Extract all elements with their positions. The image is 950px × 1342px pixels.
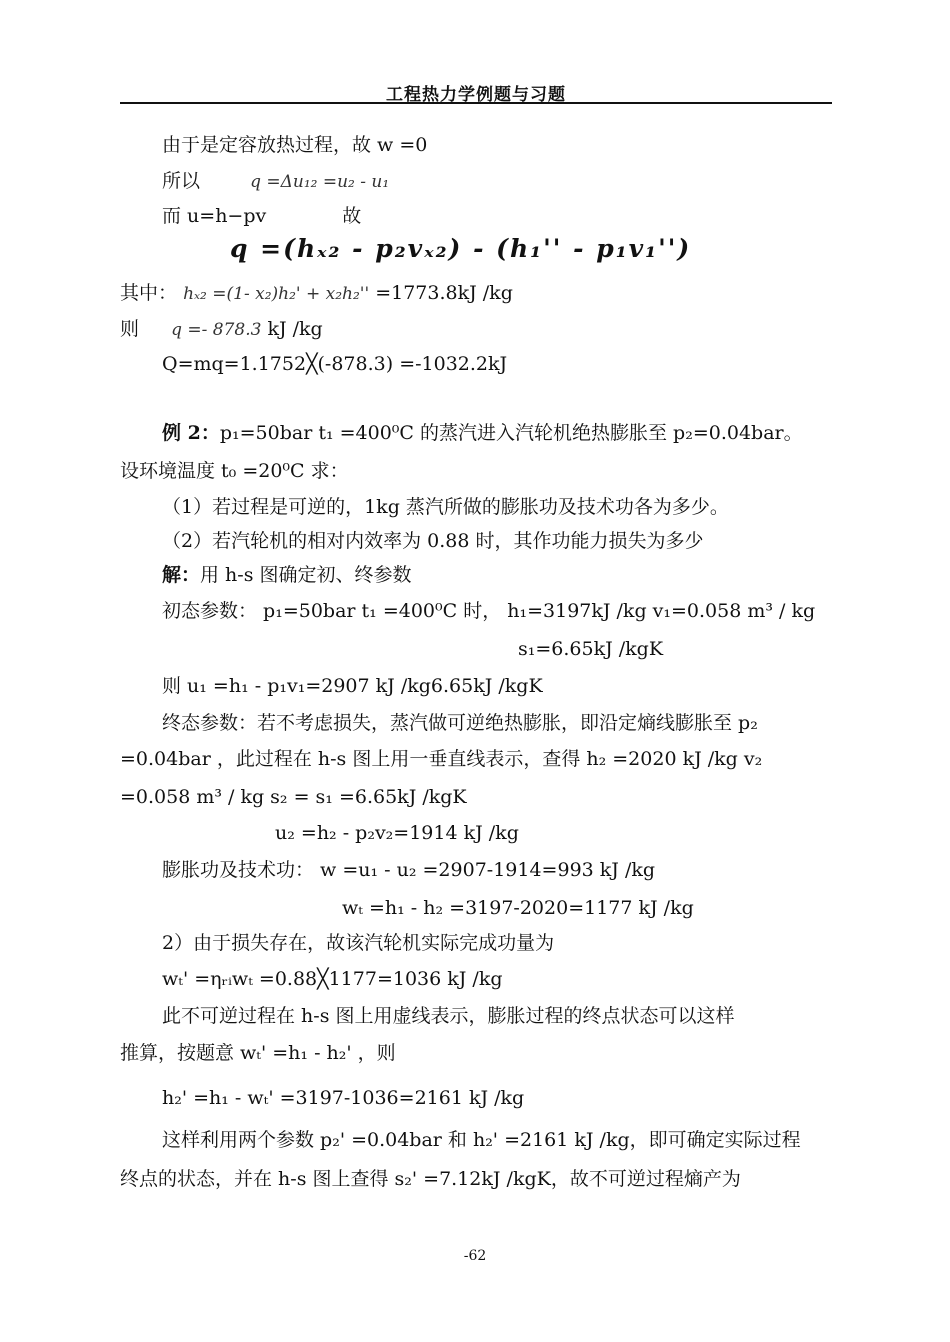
text-line: h₂' =h₁ - wₜ' =3197-1036=2161 kJ /kg — [162, 1087, 525, 1109]
text-line: Q=mq=1.1752╳(-878.3) =-1032.2kJ — [162, 353, 508, 375]
text-line: 此不可逆过程在 h-s 图上用虚线表示，膨胀过程的终点状态可以这样 — [162, 1005, 735, 1027]
line-label: 而 u=h−pv — [162, 205, 267, 227]
line-tail: kJ /kg — [267, 318, 323, 340]
example-label: 例 2： — [162, 422, 220, 444]
line-label: 所以 — [162, 170, 201, 192]
text-line — [162, 168, 389, 195]
math-expression: q =- 878.3 — [171, 320, 262, 340]
text-line: 初态参数： p₁=50bar t₁ =400⁰C 时， h₁=3197kJ /kg v₁=0.058 m³ / kg — [162, 600, 816, 622]
line-tail: 故 — [342, 205, 362, 227]
text-line: 终点的状态，并在 h-s 图上查得 s₂' =7.12kJ /kgK，故不可逆过程熵产为 — [120, 1168, 741, 1190]
header-rule — [120, 102, 832, 104]
math-expression: hₓ₂ =(1- x₂)h₂' + x₂h₂'' — [183, 284, 370, 304]
text-line: =0.058 m³ / kg s₂ = s₁ =6.65kJ /kgK — [120, 786, 467, 808]
main-equation: q =(hₓ₂ - p₂vₓ₂) - (h₁'' - p₁v₁'') — [230, 234, 692, 263]
text-line: （2）若汽轮机的相对内效率为 0.88 时，其作功能力损失为多少 — [162, 530, 704, 552]
page-header-title: 工程热力学例题与习题 — [386, 85, 566, 105]
text-line: wₜ' =ηᵣᵢwₜ =0.88╳1177=1036 kJ /kg — [162, 968, 503, 990]
text-line: （1）若过程是可逆的，1kg 蒸汽所做的膨胀功及技术功各为多少。 — [162, 496, 729, 518]
text-line: 则 u₁ =h₁ - p₁v₁=2907 kJ /kg6.65kJ /kgK — [162, 675, 543, 697]
text-line — [120, 316, 323, 343]
line-tail: =1773.8kJ /kg — [375, 282, 513, 304]
line-label: 则 — [120, 318, 140, 340]
text-line: =0.04bar ，此过程在 h-s 图上用一垂直线表示，查得 h₂ =2020 kJ /kg v₂ — [120, 748, 763, 770]
text-line — [162, 203, 361, 229]
math-expression: q =Δu₁₂ =u₂ - u₁ — [250, 172, 390, 192]
text-line: u₂ =h₂ - p₂v₂=1914 kJ /kg — [275, 822, 519, 844]
text-line: s₁=6.65kJ /kgK — [518, 638, 664, 660]
text-line: 推算，按题意 wₜ' =h₁ - h₂' ，则 — [120, 1042, 396, 1064]
example-statement: p₁=50bar t₁ =400⁰C 的蒸汽进入汽轮机绝热膨胀至 p₂=0.04bar。 — [219, 422, 803, 444]
text-line: wₜ =h₁ - h₂ =3197-2020=1177 kJ /kg — [342, 897, 694, 919]
text-line: 这样利用两个参数 p₂' =0.04bar 和 h₂' =2161 kJ /kg，即可确定实际过程 — [162, 1129, 801, 1151]
solution-label: 解： — [162, 564, 201, 586]
text-line — [120, 280, 513, 307]
line-label: 其中： — [120, 282, 178, 304]
solution-text: 用 h-s 图确定初、终参数 — [200, 564, 412, 586]
page-number: -62 — [463, 1248, 487, 1264]
text-line: 终态参数：若不考虑损失，蒸汽做可逆绝热膨胀，即沿定熵线膨胀至 p₂ — [162, 712, 758, 734]
text-line — [162, 420, 803, 446]
text-line: 膨胀功及技术功： w =u₁ - u₂ =2907-1914=993 kJ /kg — [162, 859, 656, 881]
text-line: 由于是定容放热过程，故 w =0 — [162, 134, 428, 156]
text-line: 设环境温度 t₀ =20⁰C 求： — [120, 460, 349, 482]
text-line — [162, 562, 412, 588]
text-line: 2）由于损失存在，故该汽轮机实际完成功量为 — [162, 932, 555, 954]
